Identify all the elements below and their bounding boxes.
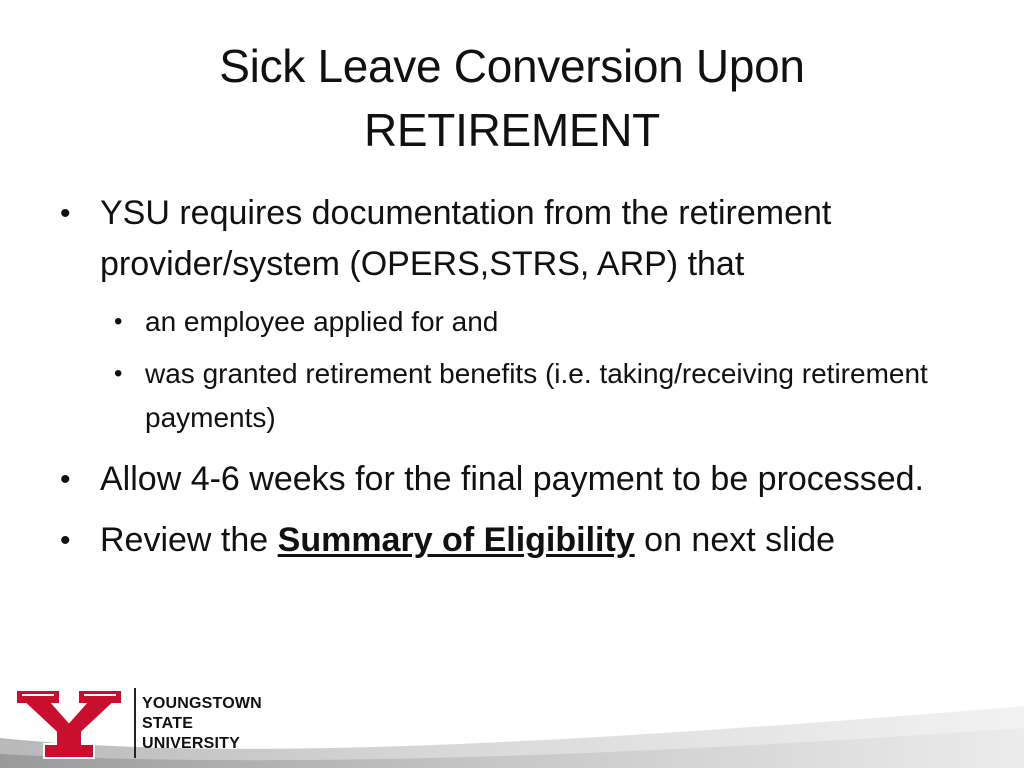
logo-divider	[134, 688, 136, 758]
bullet-review	[58, 515, 978, 566]
logo-line-2: STATE	[142, 715, 194, 732]
bullet-list	[58, 188, 978, 576]
logo-wordmark	[142, 694, 262, 754]
review-prefix: Review the	[100, 521, 278, 559]
title-line-1: Sick Leave Conversion Upon	[219, 40, 805, 92]
ysu-y-logo-icon	[12, 686, 126, 760]
review-suffix: on next slide	[634, 521, 836, 559]
bullet-allow-weeks: • Allow 4-6 weeks for the final payment to be processed.	[58, 454, 978, 505]
ysu-logo	[12, 686, 292, 762]
logo-line-1: YOUNGSTOWN	[142, 695, 262, 712]
logo-line-3: UNIVERSITY	[142, 735, 241, 752]
bullet-documentation: • YSU requires documentation from the retirement provider/system (OPERS,STRS, ARP) that	[58, 188, 978, 290]
summary-of-eligibility-link[interactable]: Summary of Eligibility	[277, 521, 635, 559]
sub-bullet-granted: • was granted retirement benefits (i.e. taking/receiving retirement payments)	[100, 352, 978, 440]
title-line-2: RETIREMENT	[363, 104, 660, 156]
slide-title	[120, 34, 904, 162]
sub-bullet-applied: • an employee applied for and	[100, 300, 978, 344]
sub-bullet-list	[58, 300, 978, 440]
